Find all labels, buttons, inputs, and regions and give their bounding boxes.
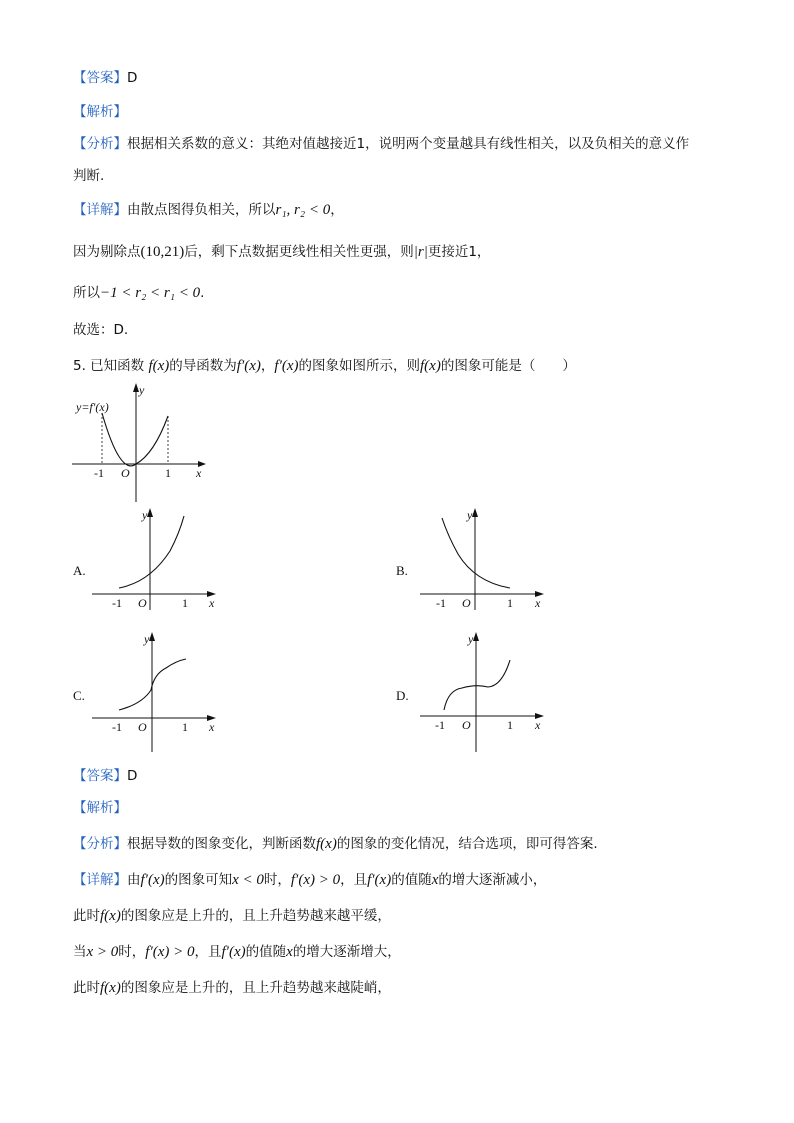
detail-tag: 【详解】 xyxy=(73,202,127,218)
y-label: y xyxy=(142,508,148,522)
x-label: x xyxy=(535,596,541,610)
tick-neg1: -1 xyxy=(436,596,446,610)
stem-d: 的图象如图所示，则 xyxy=(298,358,421,374)
detail-line3-q4 xyxy=(73,281,204,302)
analysis-text2: 判断. xyxy=(73,168,105,184)
d2-b: 的图象应是上升的，且上升趋势越来越平缓， xyxy=(120,908,391,924)
d4-fx: f(x) xyxy=(100,980,121,996)
tick-1: 1 xyxy=(507,718,513,732)
stem-e: 的图象可能是（ ） xyxy=(440,358,576,374)
detail3-math: −1 < r₂ < r₁ < 0 xyxy=(100,285,201,301)
d1-m1: x < 0 xyxy=(232,872,264,888)
detail2-math2: |r| xyxy=(413,244,428,260)
d1-d: ，且 xyxy=(340,872,368,888)
d1-b: 的图象可知 xyxy=(164,872,233,888)
origin-label: O xyxy=(462,596,471,610)
jiexi-tag: 【解析】 xyxy=(73,104,127,120)
detail3-post: . xyxy=(200,285,205,301)
y-label: y xyxy=(139,383,145,397)
d3-fpx: f′(x) xyxy=(221,944,246,960)
tick-1: 1 xyxy=(182,596,188,610)
d3-x: x xyxy=(286,944,293,960)
x-label: x xyxy=(209,596,215,610)
detail3-pre: 所以 xyxy=(73,285,100,301)
answer-value: D xyxy=(127,768,138,784)
q5-stem xyxy=(73,354,576,375)
d3-b: 时， xyxy=(118,944,146,960)
analysis-tag: 【分析】 xyxy=(73,836,127,852)
d3-m1: x > 0 xyxy=(86,944,119,960)
detail2-mid: 后，剩下点数据更线性相关性更强，则 xyxy=(184,244,414,260)
y-arrow xyxy=(149,632,155,641)
jiexi-heading-q4 xyxy=(73,100,127,120)
select-text: 故选：D. xyxy=(73,322,129,338)
origin-label: O xyxy=(462,718,471,732)
detail1-math: r₁, r₂ < 0 xyxy=(275,202,331,218)
d3-e: 的增大逐渐增大， xyxy=(292,944,401,960)
analysis-tag: 【分析】 xyxy=(73,136,127,152)
option-b-label: B. xyxy=(396,563,408,578)
detail2-post: 更接近1， xyxy=(427,244,491,260)
tick-1: 1 xyxy=(507,596,513,610)
answer-value: D xyxy=(127,70,138,86)
analysis-fx: f(x) xyxy=(316,836,337,852)
d1-x: x xyxy=(431,872,439,888)
tick-neg1: -1 xyxy=(94,466,104,480)
analysis-pre: 根据导数的图象变化，判断函数 xyxy=(127,836,316,852)
d3-m2: f′(x) > 0 xyxy=(145,944,195,960)
d3-d: 的值随 xyxy=(245,944,287,960)
origin-label: O xyxy=(138,596,147,610)
d1-m2: f′(x) > 0 xyxy=(290,872,341,888)
derivative-graph xyxy=(70,380,210,505)
stem-fpx-2: f′(x) xyxy=(274,358,299,374)
detail-line2-q5 xyxy=(73,904,391,925)
stem-fpx: f′(x) xyxy=(236,358,261,374)
option-b-graph xyxy=(418,506,548,612)
answer-line-q5 xyxy=(73,764,137,784)
detail-line2-q4 xyxy=(73,240,490,261)
x-label: x xyxy=(535,718,541,732)
d1-fpx-2: f′(x) xyxy=(367,872,392,888)
analysis-line-q4 xyxy=(73,132,689,152)
d4-b: 的图象应是上升的，且上升趋势越来越陡峭， xyxy=(120,980,391,996)
tick-neg1: -1 xyxy=(112,596,122,610)
detail-line1-q5 xyxy=(73,868,546,889)
select-line-q4 xyxy=(73,318,128,338)
origin-label: O xyxy=(121,466,130,480)
y-label: y xyxy=(468,632,474,646)
detail2-math: (10,21) xyxy=(140,244,185,260)
option-a-label: A. xyxy=(73,563,86,578)
d2-a: 此时 xyxy=(73,908,100,924)
d1-c: 时， xyxy=(263,872,291,888)
curve-d xyxy=(444,660,510,710)
y-arrow xyxy=(147,508,153,517)
detail-line3-q5 xyxy=(73,940,401,961)
answer-line-q4 xyxy=(73,66,137,86)
x-label: x xyxy=(196,466,202,480)
y-arrow xyxy=(472,508,478,517)
derivative-curve xyxy=(102,413,168,466)
stem-c: ， xyxy=(260,358,275,374)
curve-b xyxy=(442,518,510,588)
curve-a xyxy=(119,516,184,588)
stem-fx: f(x) xyxy=(148,358,170,374)
tick-neg1: -1 xyxy=(435,718,445,732)
y-arrow xyxy=(473,632,479,641)
analysis-line2-q4 xyxy=(73,164,104,184)
y-label: y xyxy=(144,632,150,646)
jiexi-heading-q5 xyxy=(73,796,127,816)
answer-tag: 【答案】 xyxy=(73,768,127,784)
stem-b: 的导函数为 xyxy=(169,358,237,374)
origin-label: O xyxy=(138,720,147,734)
d1-a: 由 xyxy=(127,872,141,888)
tick-1: 1 xyxy=(165,466,171,480)
option-c-graph xyxy=(90,630,220,754)
option-d-label: D. xyxy=(396,688,409,703)
x-label: x xyxy=(209,720,215,734)
answer-tag: 【答案】 xyxy=(73,70,127,86)
tick-neg1: -1 xyxy=(112,720,122,734)
detail2-pre: 因为剔除点 xyxy=(73,244,141,260)
option-d-graph xyxy=(418,630,548,754)
curve-label: y=f′(x) xyxy=(76,400,109,414)
detail-tag: 【详解】 xyxy=(73,872,127,888)
d1-e: 的值随 xyxy=(391,872,432,888)
detail-line1-q4 xyxy=(73,198,344,219)
d2-fx: f(x) xyxy=(100,908,121,924)
detail1-pre: 由散点图得负相关，所以 xyxy=(127,202,276,218)
jiexi-tag: 【解析】 xyxy=(73,800,127,816)
stem-fx-2: f(x) xyxy=(420,358,441,374)
d1-fpx: f′(x) xyxy=(140,872,165,888)
option-c-label: C. xyxy=(73,688,85,703)
detail-line4-q5 xyxy=(73,976,391,997)
analysis-text: 根据相关系数的意义：其绝对值越接近1，说明两个变量越具有线性相关，以及负相关的意义作 xyxy=(127,136,690,152)
d3-a: 当 xyxy=(73,944,87,960)
tick-1: 1 xyxy=(182,720,188,734)
stem-a: 5. 已知函数 xyxy=(73,358,145,374)
analysis-post: 的图象的变化情况，结合选项，即可得答案. xyxy=(336,836,598,852)
analysis-line-q5 xyxy=(73,832,598,853)
d1-f: 的增大逐渐减小， xyxy=(438,872,547,888)
d3-c: ，且 xyxy=(194,944,222,960)
y-label: y xyxy=(467,508,473,522)
detail1-post: ， xyxy=(330,202,344,218)
d4-a: 此时 xyxy=(73,980,100,996)
option-a-graph xyxy=(90,506,220,612)
